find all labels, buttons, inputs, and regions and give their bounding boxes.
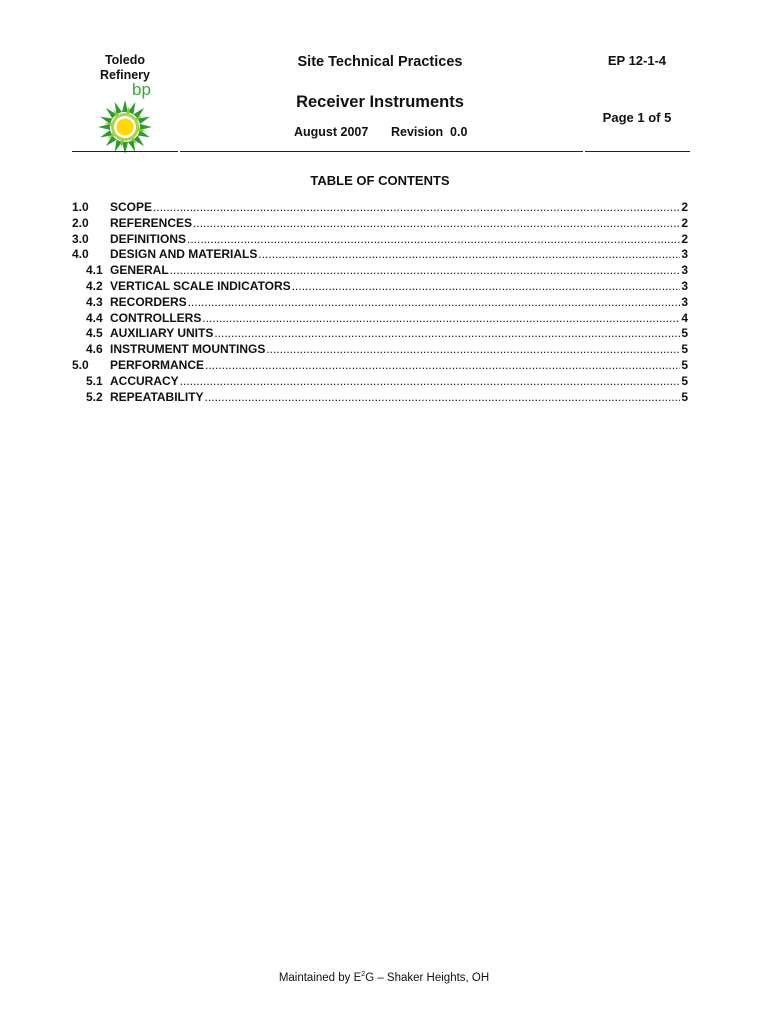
toc-entry-page: 4 [681, 310, 688, 325]
toc-entry-label[interactable]: SCOPE [110, 200, 153, 214]
toc-entry[interactable] [72, 374, 688, 390]
toc-entry-page: 3 [681, 247, 688, 262]
footer-maintainer [0, 972, 768, 984]
toc-entry-page: 2 [681, 231, 688, 246]
toc-entry-number: 3.0 [72, 231, 89, 246]
toc-entry-page: 5 [681, 342, 688, 357]
toc-entry-number: 1.0 [72, 200, 89, 214]
toc-entry-label[interactable]: GENERAL [110, 263, 169, 278]
toc-dot-leader [214, 326, 680, 340]
toc-dot-leader [188, 295, 681, 309]
toc-dot-leader [202, 311, 680, 325]
document-title: Receiver Instruments [296, 93, 464, 111]
series-title: Site Technical Practices [297, 54, 463, 70]
toc-entry-label[interactable]: VERTICAL SCALE INDICATORS [110, 278, 291, 293]
table-of-contents [72, 200, 688, 405]
toc-entry-page: 2 [681, 215, 688, 230]
toc-entry-label[interactable]: DEFINITIONS [110, 231, 187, 246]
page-indicator: Page 1 of 5 [602, 110, 672, 125]
document-id: EP 12-1-4 [607, 53, 667, 68]
toc-dot-leader [258, 247, 680, 261]
toc-dot-leader [205, 358, 680, 372]
header-rule-left [72, 151, 178, 152]
org-name-line1: Toledo [104, 53, 146, 67]
toc-dot-leader [170, 263, 681, 277]
bp-helios-logo-icon [98, 100, 152, 154]
toc-entry-page: 5 [681, 326, 688, 341]
toc-entry-label[interactable]: CONTROLLERS [110, 310, 202, 325]
toc-entry-label[interactable]: REPEATABILITY [110, 389, 204, 404]
toc-entry-label[interactable]: REFERENCES [110, 215, 193, 230]
toc-dot-leader [292, 279, 681, 293]
toc-entry-number: 2.0 [72, 215, 89, 230]
toc-entry-label[interactable]: AUXILIARY UNITS [110, 326, 214, 341]
toc-entry-label[interactable]: PERFORMANCE [110, 357, 205, 372]
toc-entry[interactable] [72, 311, 688, 327]
toc-entry[interactable] [72, 279, 688, 295]
toc-entry-number: 5.1 [86, 373, 103, 388]
toc-entry[interactable] [72, 358, 688, 374]
toc-dot-leader [187, 232, 680, 246]
org-name-line2: Refinery [99, 68, 151, 82]
footer-suffix: G – Shaker Heights, OH [365, 972, 490, 984]
toc-entry[interactable] [72, 295, 688, 311]
bp-wordmark: bp [132, 80, 151, 99]
toc-entry-page: 3 [681, 278, 688, 293]
toc-entry[interactable] [72, 326, 688, 342]
toc-entry-page: 5 [681, 373, 688, 388]
toc-entry-number: 5.2 [86, 389, 103, 404]
toc-entry-number: 4.1 [86, 263, 103, 278]
toc-entry[interactable] [72, 342, 688, 358]
toc-entry[interactable] [72, 263, 688, 279]
toc-entry-page: 5 [681, 357, 688, 372]
header-rule-right [585, 151, 690, 152]
toc-entry-page: 3 [681, 294, 688, 309]
footer-superscript: 2 [361, 971, 366, 979]
header-rule-center [180, 151, 583, 152]
toc-entry-number: 5.0 [72, 357, 89, 372]
toc-entry-number: 4.6 [86, 342, 103, 357]
toc-dot-leader [266, 342, 680, 356]
toc-entry-number: 4.4 [86, 310, 103, 325]
toc-dot-leader [205, 390, 681, 404]
toc-entry-number: 4.5 [86, 326, 103, 341]
toc-entry-page: 2 [681, 200, 688, 214]
toc-entry-page: 5 [681, 389, 688, 404]
toc-entry-label[interactable]: INSTRUMENT MOUNTINGS [110, 342, 266, 357]
document-date: August 2007 [294, 125, 369, 139]
toc-entry[interactable] [72, 216, 688, 232]
document-revision: Revision 0.0 [391, 125, 468, 139]
toc-entry-number: 4.3 [86, 294, 103, 309]
toc-dot-leader [193, 216, 680, 230]
toc-entry[interactable] [72, 390, 688, 406]
toc-entry-number: 4.2 [86, 278, 103, 293]
toc-title: TABLE OF CONTENTS [310, 173, 450, 188]
toc-entry[interactable] [72, 200, 688, 216]
toc-dot-leader [180, 374, 681, 388]
toc-entry[interactable] [72, 232, 688, 248]
toc-entry[interactable] [72, 247, 688, 263]
footer-prefix: Maintained by E [278, 972, 362, 984]
toc-entry-number: 4.0 [72, 247, 89, 262]
toc-entry-label[interactable]: RECORDERS [110, 294, 187, 309]
toc-dot-leader [153, 200, 680, 214]
toc-entry-label[interactable]: DESIGN AND MATERIALS [110, 247, 258, 262]
toc-entry-page: 3 [681, 263, 688, 278]
toc-entry-label[interactable]: ACCURACY [110, 373, 179, 388]
